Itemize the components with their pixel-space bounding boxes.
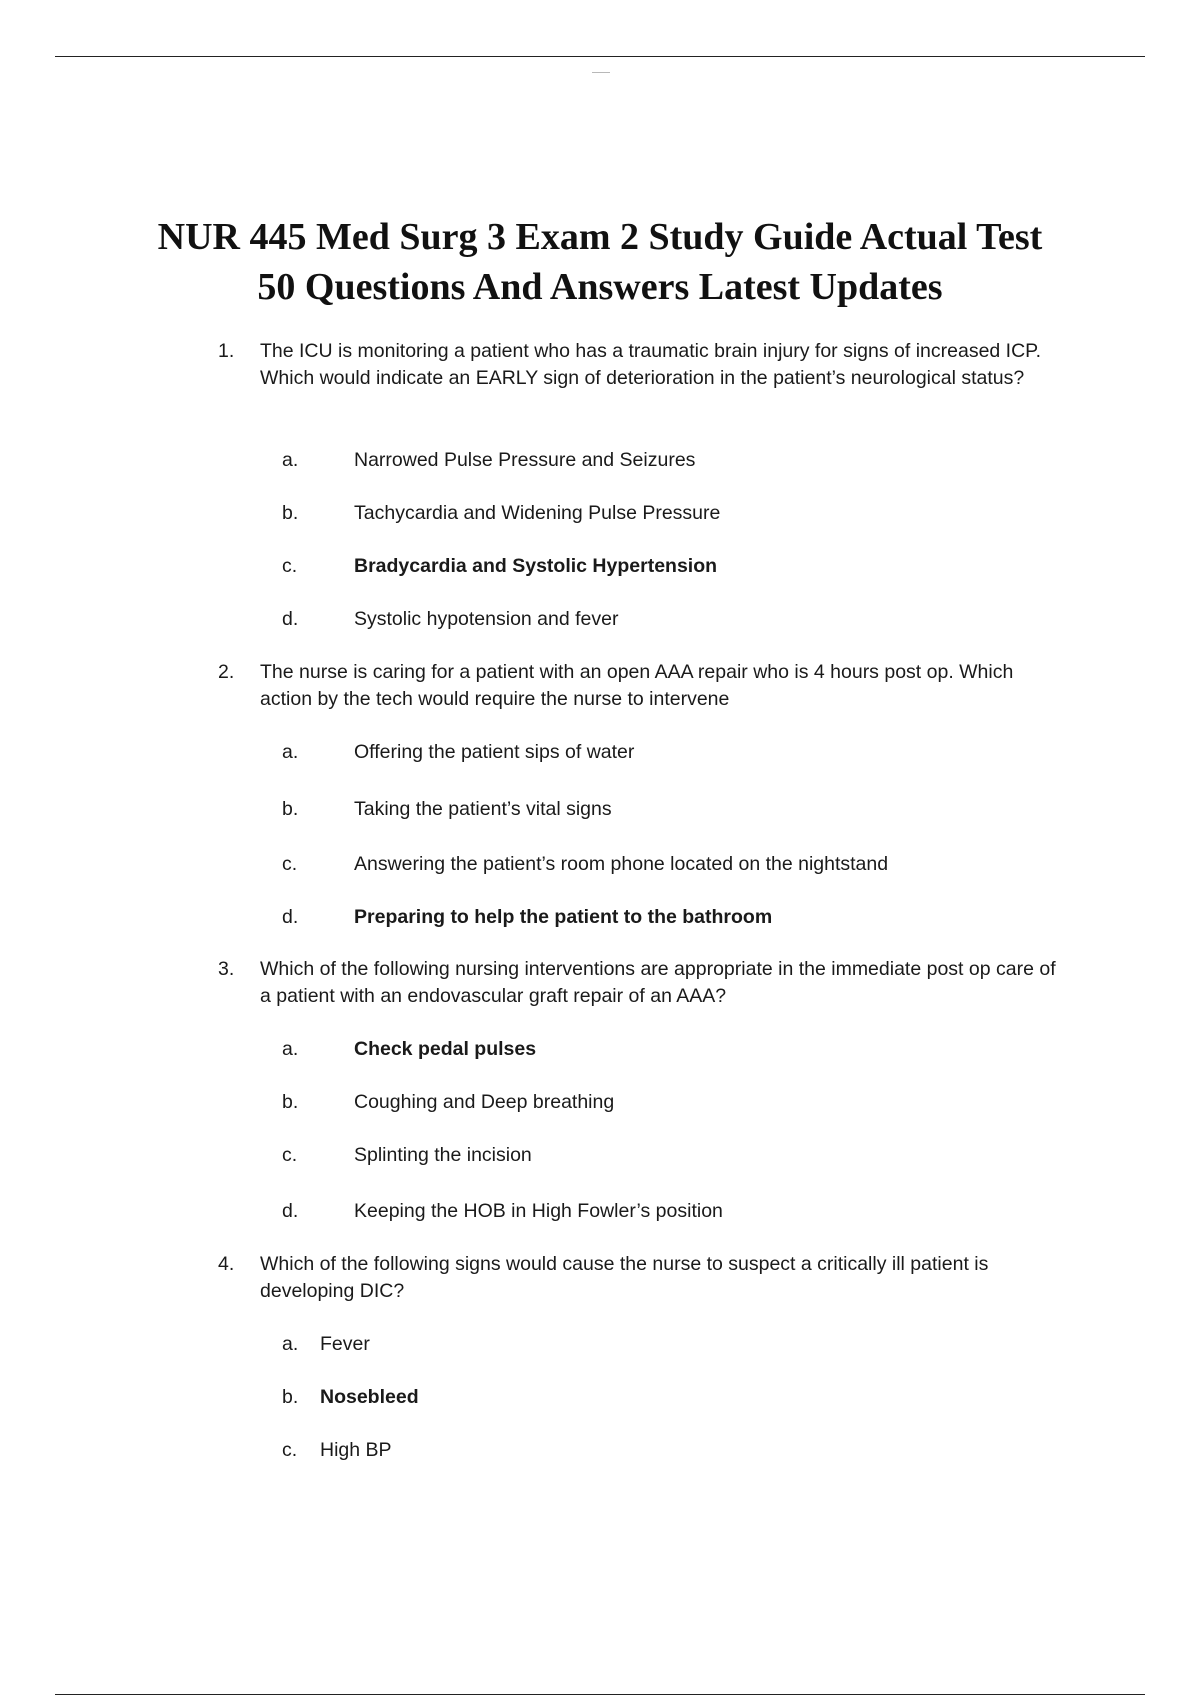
- title-line-2: 50 Questions And Answers Latest Updates: [257, 266, 943, 308]
- option-text: Narrowed Pulse Pressure and Seizures: [354, 449, 696, 471]
- question-text: The nurse is caring for a patient with an open AAA repair who is 4 hours post op. Which action by the tech would require the nurse to intervene: [260, 661, 1014, 710]
- option-text: Splinting the incision: [354, 1144, 532, 1166]
- option-text: Coughing and Deep breathing: [354, 1091, 615, 1113]
- option-text: Taking the patient’s vital signs: [354, 798, 612, 820]
- question-2: [218, 659, 1068, 713]
- option-letter: b.: [282, 502, 299, 524]
- header-mark: [592, 72, 610, 73]
- option-letter: d.: [282, 906, 299, 928]
- option-letter: c.: [282, 555, 298, 577]
- option-text-correct: Preparing to help the patient to the bathroom: [354, 906, 773, 928]
- question-3: [218, 956, 1068, 1010]
- option-letter: d.: [282, 1200, 299, 1222]
- option-text-correct: Nosebleed: [320, 1386, 419, 1408]
- option-letter: b.: [282, 798, 299, 820]
- option-letter: a.: [282, 1333, 299, 1355]
- question-text: Which of the following signs would cause the nurse to suspect a critically ill patient is developing DIC?: [260, 1253, 989, 1302]
- option-letter: b.: [282, 1386, 299, 1408]
- question-number: 2.: [218, 661, 235, 683]
- option-letter: a.: [282, 741, 299, 763]
- question-number: 4.: [218, 1253, 235, 1275]
- option-text: Fever: [320, 1333, 370, 1355]
- option-text: Keeping the HOB in High Fowler’s position: [354, 1200, 723, 1222]
- option-letter: c.: [282, 853, 298, 875]
- option-letter: a.: [282, 1038, 299, 1060]
- bottom-rule: [55, 1694, 1145, 1695]
- document-title: [100, 212, 1100, 312]
- option-letter: b.: [282, 1091, 299, 1113]
- option-text: Offering the patient sips of water: [354, 741, 635, 763]
- question-number: 1.: [218, 340, 235, 362]
- option-text-correct: Bradycardia and Systolic Hypertension: [354, 555, 718, 577]
- question-number: 3.: [218, 958, 235, 980]
- question-text: The ICU is monitoring a patient who has a traumatic brain injury for signs of increased ICP. Which would indicate an EARLY sign of deterioration in the patient’s neurological status?: [260, 340, 1042, 389]
- top-rule: [55, 56, 1145, 57]
- option-text: Tachycardia and Widening Pulse Pressure: [354, 502, 721, 524]
- option-letter: a.: [282, 449, 299, 471]
- option-text: High BP: [320, 1439, 392, 1461]
- option-text-correct: Check pedal pulses: [354, 1038, 537, 1060]
- option-text: Systolic hypotension and fever: [354, 608, 619, 630]
- question-4: [218, 1251, 1068, 1305]
- option-letter: c.: [282, 1144, 298, 1166]
- option-text: Answering the patient’s room phone located on the nightstand: [354, 853, 889, 875]
- question-1: [218, 338, 1068, 392]
- option-letter: c.: [282, 1439, 298, 1461]
- question-text: Which of the following nursing interventions are appropriate in the immediate post op care of a patient with an endovascular graft repair of an AAA?: [260, 958, 1056, 1007]
- option-letter: d.: [282, 608, 299, 630]
- title-line-1: NUR 445 Med Surg 3 Exam 2 Study Guide Actual Test: [157, 216, 1043, 258]
